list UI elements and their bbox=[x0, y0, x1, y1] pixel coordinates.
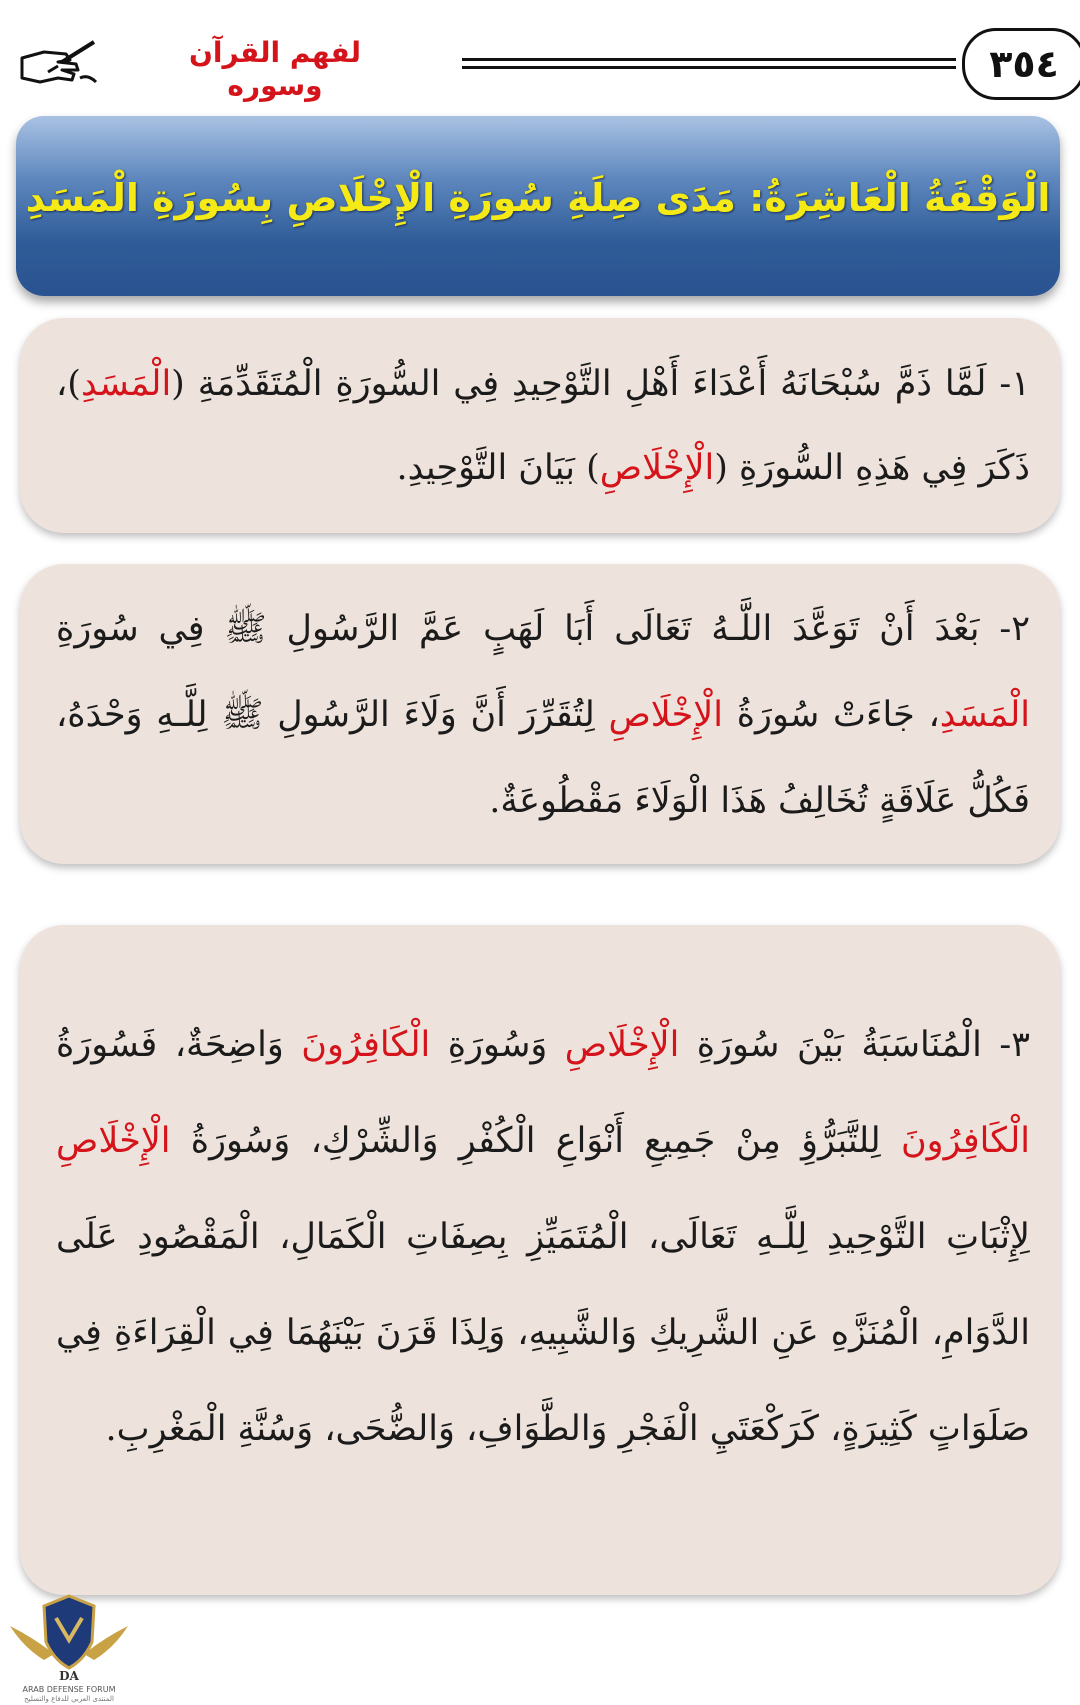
text-segment: )، ذَكَرَ فِي هَذِهِ السُّورَةِ ( bbox=[56, 364, 1030, 488]
point-card-1 bbox=[20, 318, 1060, 533]
header-rule bbox=[462, 58, 956, 61]
page-number: ٣٥٤ bbox=[962, 28, 1080, 100]
book-title: لفهم القرآن وسوره bbox=[188, 36, 362, 102]
highlighted-term: الْكَافِرُونَ bbox=[301, 1025, 431, 1065]
text-segment: لِلتَّبَرُّؤِ مِنْ جَمِيعِ أَنْوَاعِ الْكُفْرِ وَالشِّرْكِ، وَسُورَةُ bbox=[170, 1121, 901, 1161]
svg-text:المنتدى العربي للدفاع والتسليح: المنتدى العربي للدفاع والتسليح bbox=[24, 1695, 114, 1703]
text-segment: ، جَاءَتْ سُورَةُ bbox=[723, 695, 940, 735]
header-rule bbox=[462, 66, 956, 69]
point-card-2 bbox=[20, 564, 1060, 864]
page-header bbox=[0, 0, 1080, 110]
text-segment: ١- لَمَّا ذَمَّ سُبْحَانَهُ أَعْدَاءَ أَهْلِ التَّوْحِيدِ فِي السُّورَةِ الْمُتَقَدِّمَةِ ( bbox=[171, 364, 1030, 404]
point-2-text bbox=[56, 586, 1030, 844]
text-segment: لِتُقَرِّرَ أَنَّ وَلَاءَ الرَّسُولِ ﷺ لِلَّـهِ وَحْدَهُ، فَكُلُّ عَلَاقَةٍ تُخَالِفُ هَذَا الْوَلَاءَ مَقْطُوعَةٌ. bbox=[56, 695, 1030, 821]
section-title: الْوَقْفَةُ الْعَاشِرَةُ: مَدَى صِلَةِ سُورَةِ الْإِخْلَاصِ بِسُورَةِ الْمَسَدِ bbox=[25, 176, 1051, 220]
point-card-3 bbox=[20, 925, 1060, 1595]
highlighted-term: الْمَسَدِ bbox=[80, 364, 172, 404]
point-3-text bbox=[56, 997, 1030, 1477]
highlighted-term: الْمَسَدِ bbox=[939, 695, 1030, 735]
text-segment: وَاضِحَةٌ، فَسُورَةُ bbox=[56, 1025, 302, 1065]
text-segment: لِإِثْبَاتِ التَّوْحِيدِ لِلَّـهِ تَعَالَى، الْمُتَمَيِّزِ بِصِفَاتِ الْكَمَالِ، الْمَقْصُودِ عَلَى الدَّوَامِ، الْمُنَزَّهِ عَنِ الشَّرِيكِ وَالشَّبِيهِ، وَلِذَا قَرَنَ بَيْنَهُمَا فِي الْقِرَاءَةِ فِي صَلَوَاتٍ كَثِيرَةٍ، كَرَكْعَتَيِ الْفَجْرِ وَالطَّوَافِ، وَالضُّحَى، وَسُنَّةِ الْمَغْرِبِ. bbox=[56, 1217, 1030, 1449]
writing-hand-icon bbox=[18, 38, 100, 88]
text-segment: ) بَيَانَ التَّوْحِيدِ. bbox=[396, 448, 600, 488]
section-title-banner bbox=[16, 116, 1060, 296]
point-1-text bbox=[56, 342, 1030, 510]
svg-text:DA: DA bbox=[59, 1669, 79, 1683]
highlighted-term: الْإِخْلَاصِ bbox=[608, 695, 723, 735]
arab-defense-forum-logo bbox=[4, 1588, 134, 1703]
highlighted-term: الْإِخْلَاصِ bbox=[599, 448, 715, 488]
highlighted-term: الْكَافِرُونَ bbox=[900, 1121, 1030, 1161]
text-segment: ٣- الْمُنَاسَبَةُ بَيْنَ سُورَةِ bbox=[679, 1025, 1030, 1065]
svg-text:ARAB DEFENSE FORUM: ARAB DEFENSE FORUM bbox=[22, 1685, 116, 1694]
text-segment: ٢- بَعْدَ أَنْ تَوَعَّدَ اللَّـهُ تَعَالَى أَبَا لَهَبٍ عَمَّ الرَّسُولِ ﷺ فِي سُورَةِ bbox=[56, 609, 1030, 649]
highlighted-term: الْإِخْلَاصِ bbox=[56, 1121, 171, 1161]
text-segment: وَسُورَةِ bbox=[430, 1025, 565, 1065]
highlighted-term: الْإِخْلَاصِ bbox=[564, 1025, 680, 1065]
